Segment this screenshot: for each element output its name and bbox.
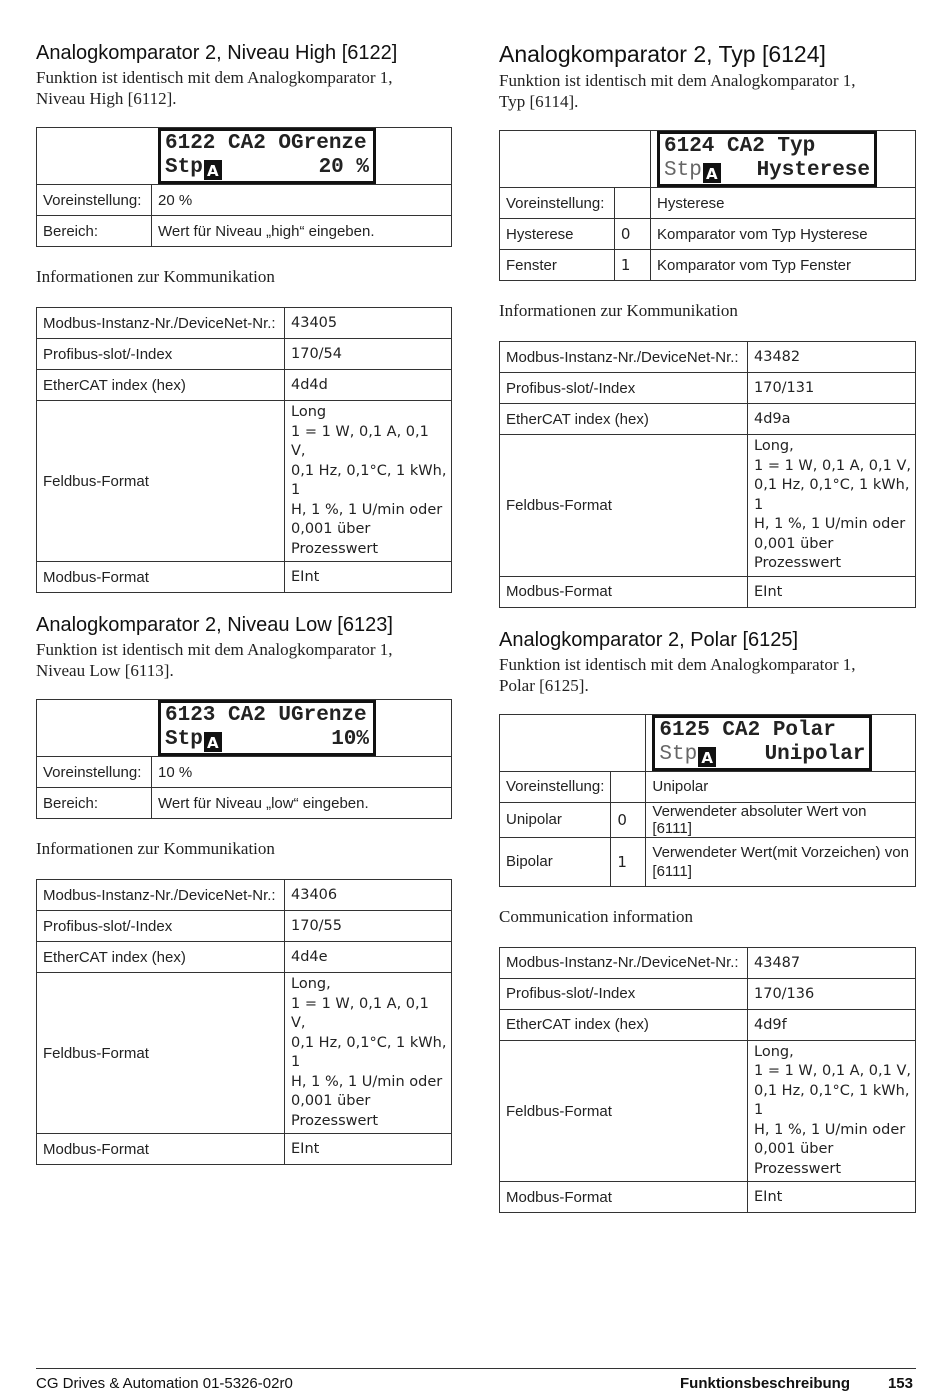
comm-table-6122 bbox=[36, 307, 452, 593]
table-row: Fenster 1 Komparator vom Typ Fenster bbox=[500, 250, 916, 281]
access-level-icon: A bbox=[698, 747, 716, 767]
section-title-6123: Analogkomparator 2, Niveau Low [6123] bbox=[36, 614, 393, 636]
table-row: Modbus-Instanz-Nr./DeviceNet-Nr.: 43482 bbox=[500, 342, 916, 373]
section-title-6124: Analogkomparator 2, Typ [6124] bbox=[499, 41, 826, 67]
table-row: EtherCAT index (hex) 4d9a bbox=[500, 404, 916, 435]
lcd-display-6122: 6122 CA2 OGrenze Stp A 20 % bbox=[158, 128, 376, 184]
comm-title-6122: Informationen zur Kommunikation bbox=[36, 267, 275, 286]
table-row: Voreinstellung: 10 % bbox=[37, 757, 452, 788]
lcd-display-6125: 6125 CA2 Polar Stp A Unipolar bbox=[652, 715, 872, 771]
table-row: Modbus-Format EInt bbox=[37, 562, 452, 593]
section-desc-6125: Funktion ist identisch mit dem Analogkomparator 1, Polar [6125]. bbox=[499, 654, 856, 695]
comm-title-6123: Informationen zur Kommunikation bbox=[36, 839, 275, 858]
right-column bbox=[499, 42, 916, 1213]
param-table-6122 bbox=[36, 127, 452, 247]
table-row: Modbus-Instanz-Nr./DeviceNet-Nr.: 43487 bbox=[500, 947, 916, 978]
table-row: Feldbus-Format Long, 1 = 1 W, 0,1 A, 0,1 V, 0,1 Hz, 0,1°C, 1 kWh, 1 H, 1 %, 1 U/min oder 0,001 über Prozesswert bbox=[37, 973, 452, 1134]
table-row: Feldbus-Format Long, 1 = 1 W, 0,1 A, 0,1 V, 0,1 Hz, 0,1°C, 1 kWh, 1 H, 1 %, 1 U/min oder 0,001 über Prozesswert bbox=[500, 435, 916, 577]
comm-title-6124: Informationen zur Kommunikation bbox=[499, 301, 738, 321]
section-desc-6124: Funktion ist identisch mit dem Analogkomparator 1, Typ [6114]. bbox=[499, 71, 856, 112]
table-row: Unipolar 0 Verwendeter absoluter Wert von [6111] bbox=[500, 802, 916, 837]
table-row: EtherCAT index (hex) 4d4e bbox=[37, 942, 452, 973]
lcd-display-6124: 6124 CA2 Typ Stp A Hysterese bbox=[657, 131, 877, 187]
table-row: Hysterese 0 Komparator vom Typ Hysterese bbox=[500, 219, 916, 250]
param-table-6125 bbox=[499, 714, 916, 887]
section-title-6125: Analogkomparator 2, Polar [6125] bbox=[499, 628, 799, 651]
param-table-6123 bbox=[36, 699, 452, 819]
comm-table-6125 bbox=[499, 947, 916, 1214]
comm-title-6125: Communication information bbox=[499, 906, 694, 926]
page-number: 153 bbox=[887, 1375, 913, 1392]
footer-section: Funktionsbeschreibung bbox=[680, 1375, 851, 1392]
comm-table-6123 bbox=[36, 879, 452, 1165]
param-table-6124 bbox=[499, 130, 916, 281]
table-row: Bipolar 1 Verwendeter Wert(mit Vorzeichen) von [6111] bbox=[500, 837, 916, 886]
section-desc-6123: Funktion ist identisch mit dem Analogkomparator 1, Niveau Low [6113]. bbox=[36, 640, 393, 680]
table-row: Modbus-Format EInt bbox=[500, 576, 916, 607]
table-row: Voreinstellung: Hysterese bbox=[500, 188, 916, 219]
section-desc-6122: Funktion ist identisch mit dem Analogkomparator 1, Niveau High [6112]. bbox=[36, 68, 393, 108]
access-level-icon: A bbox=[703, 163, 721, 183]
table-row: Modbus-Format EInt bbox=[37, 1134, 452, 1165]
section-title-6122: Analogkomparator 2, Niveau High [6122] bbox=[36, 42, 398, 64]
table-row: EtherCAT index (hex) 4d9f bbox=[500, 1009, 916, 1040]
table-row: Bereich: Wert für Niveau „high“ eingeben. bbox=[37, 216, 452, 247]
table-row: Modbus-Instanz-Nr./DeviceNet-Nr.: 43405 bbox=[37, 308, 452, 339]
left-column bbox=[36, 42, 452, 1165]
table-row: Voreinstellung: Unipolar bbox=[500, 771, 916, 802]
access-level-icon: A bbox=[204, 160, 222, 180]
table-row: EtherCAT index (hex) 4d4d bbox=[37, 370, 452, 401]
table-row: Profibus-slot/-Index 170/136 bbox=[500, 978, 916, 1009]
table-row: Profibus-slot/-Index 170/131 bbox=[500, 373, 916, 404]
table-row: Voreinstellung: 20 % bbox=[37, 185, 452, 216]
table-row: Feldbus-Format Long, 1 = 1 W, 0,1 A, 0,1 V, 0,1 Hz, 0,1°C, 1 kWh, 1 H, 1 %, 1 U/min oder 0,001 über Prozesswert bbox=[500, 1040, 916, 1182]
page-footer bbox=[36, 1368, 916, 1393]
table-row: Feldbus-Format Long 1 = 1 W, 0,1 A, 0,1 V, 0,1 Hz, 0,1°C, 1 kWh, 1 H, 1 %, 1 U/min oder 0,001 über Prozesswert bbox=[37, 401, 452, 562]
footer-doc-id: CG Drives & Automation 01-5326-02r0 bbox=[36, 1375, 293, 1392]
table-row: Bereich: Wert für Niveau „low“ eingeben. bbox=[37, 788, 452, 819]
lcd-display-6123: 6123 CA2 UGrenze Stp A 10% bbox=[158, 700, 376, 756]
comm-table-6124 bbox=[499, 341, 916, 608]
table-row: Profibus-slot/-Index 170/54 bbox=[37, 339, 452, 370]
table-row: Profibus-slot/-Index 170/55 bbox=[37, 911, 452, 942]
access-level-icon: A bbox=[204, 732, 222, 752]
table-row: Modbus-Format EInt bbox=[500, 1182, 916, 1213]
table-row: Modbus-Instanz-Nr./DeviceNet-Nr.: 43406 bbox=[37, 880, 452, 911]
